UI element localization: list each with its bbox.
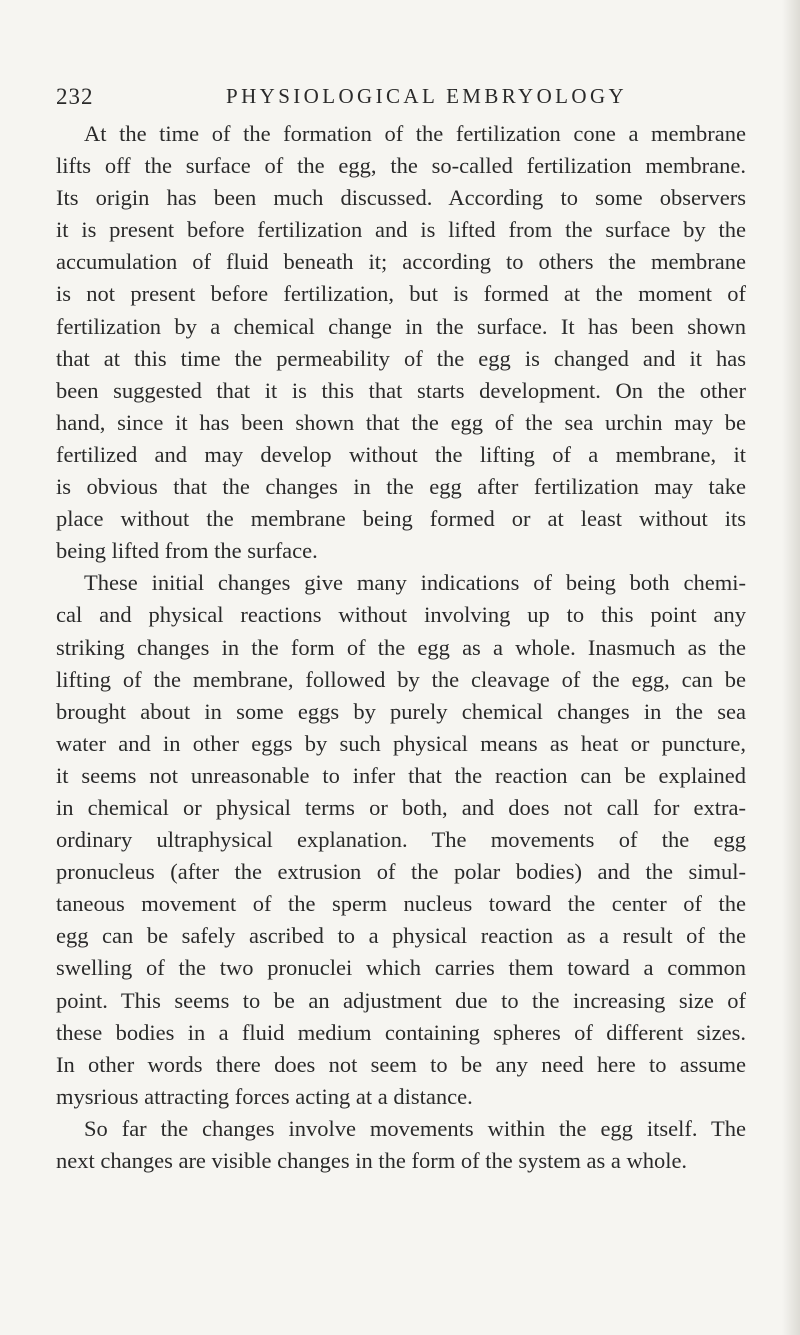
text-line: ordinary ultraphysical explanation. The movements of the egg: [56, 827, 746, 853]
text-line: place without the membrane being formed or at least without its: [56, 506, 746, 532]
text-line: is obvious that the changes in the egg after fertilization may take: [56, 474, 746, 500]
text-line: striking changes in the form of the egg as a whole. Inasmuch as the: [56, 634, 746, 660]
text-line: these bodies in a fluid medium containing spheres of different sizes.: [56, 1019, 746, 1045]
text-line: hand, since it has been shown that the egg of the sea urchin may be: [56, 409, 746, 435]
text-line: that at this time the permeability of the egg is changed and it has: [56, 345, 746, 371]
paragraph: [56, 567, 746, 1113]
text-line: water and in other eggs by such physical means as heat or puncture,: [56, 730, 746, 756]
text-line: In other words there does not seem to be any need here to assume: [56, 1051, 746, 1077]
text-line: next changes are visible changes in the form of the system as a whole.: [56, 1148, 688, 1173]
text-line: fertilization by a chemical change in the surface. It has been shown: [56, 313, 746, 339]
running-title: PHYSIOLOGICAL EMBRYOLOGY: [226, 84, 628, 108]
text-line: been suggested that it is this that starts development. On the other: [56, 377, 746, 403]
text-line: swelling of the two pronuclei which carries them toward a common: [56, 955, 746, 981]
text-line: in chemical or physical terms or both, and does not call for extra-: [56, 794, 746, 820]
paragraph: [56, 118, 746, 567]
text-line: point. This seems to be an adjustment due to the increasing size of: [56, 987, 746, 1013]
text-line: taneous movement of the sperm nucleus toward the center of the: [56, 891, 746, 917]
text-line: being lifted from the surface.: [56, 538, 318, 564]
text-line: At the time of the formation of the fertilization cone a membrane: [84, 121, 746, 146]
page-edge-shadow: [782, 0, 800, 1335]
text-line: cal and physical reactions without involving up to this point any: [56, 602, 746, 628]
text-line: mysrious attracting forces acting at a distance.: [56, 1083, 473, 1109]
text-line: accumulation of fluid beneath it; according to others the membrane: [56, 249, 746, 275]
text-line: is not present before fertilization, but is formed at the moment of: [56, 281, 746, 307]
text-line: fertilized and may develop without the lifting of a membrane, it: [56, 441, 746, 467]
paragraph: [56, 1113, 746, 1177]
text-line: brought about in some eggs by purely chemical changes in the sea: [56, 698, 746, 724]
text-line: These initial changes give many indications of being both chemi-: [84, 570, 746, 596]
text-line: it seems not unreasonable to infer that the reaction can be explained: [56, 762, 746, 788]
text-line: Its origin has been much discussed. According to some observers: [56, 185, 746, 211]
text-line: it is present before fertilization and is lifted from the surface by the: [56, 217, 746, 243]
running-head: [56, 84, 746, 116]
text-line: lifting of the membrane, followed by the cleavage of the egg, can be: [56, 666, 746, 692]
body-text: [56, 118, 746, 1177]
page-number: 232: [56, 84, 94, 109]
text-line: lifts off the surface of the egg, the so-called fertilization membrane.: [56, 153, 746, 179]
text-line: egg can be safely ascribed to a physical reaction as a result of the: [56, 923, 746, 949]
text-line: So far the changes involve movements within the egg itself. The: [84, 1115, 746, 1141]
text-line: pronucleus (after the extrusion of the polar bodies) and the simul-: [56, 859, 746, 885]
